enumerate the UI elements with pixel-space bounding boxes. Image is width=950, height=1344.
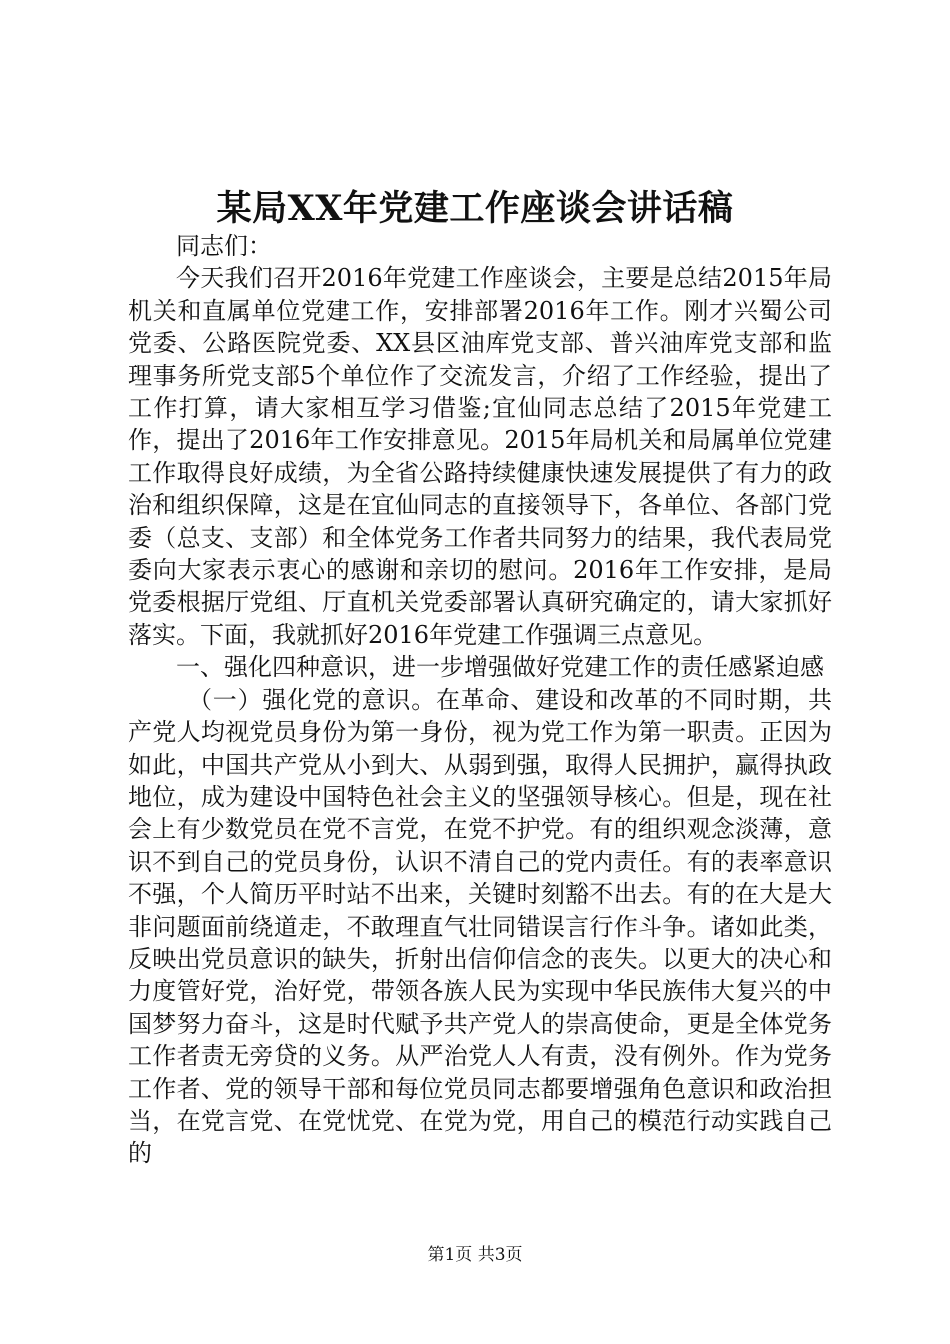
- document-title: 某局XX年党建工作座谈会讲话稿: [216, 188, 734, 229]
- greeting: 同志们：: [176, 232, 272, 260]
- paragraph-subsection-1: （一）强化党的意识。在革命、建设和改革的不同时期，共产党人均视党员身份为第一身份，视为党工作为第一职责。正因为如此，中国共产党从小到大、从弱到强，取得人民拥护，赢得执政地位，成为建设中国特色社会主义的坚强领导核心。但是，现在社会上有少数党员在党不言党，在党不护党。有的组织观念淡薄，意识不到自己的党员身份，认识不清自己的党内责任。有的表率意识不强，个人简历平时站不出来，关键时刻豁不出去。有的在大是大非问题面前绕道走，不敢理直气壮同错误言行作斗争。诸如此类，反映出党员意识的缺失，折射出信仰信念的丧失。以更大的决心和力度管好党，治好党，带领各族人民为实现中华民族伟大复兴的中国梦努力奋斗，这是时代赋予共产党人的崇高使命，更是全体党务工作者责无旁贷的义务。从严治党人人有责，没有例外。作为党务工作者、党的领导干部和每位党员同志都要增强角色意识和政治担当，在党言党、在党忧党、在党为党，用自己的模范行动实践自己的: [128, 685, 832, 1168]
- section-heading-1: 一、强化四种意识，进一步增强做好党建工作的责任感紧迫感: [176, 653, 824, 682]
- document-body: [128, 230, 832, 1170]
- page-footer: 第1页 共3页: [427, 1245, 523, 1265]
- paragraph-intro: 今天我们召开2016年党建工作座谈会，主要是总结2015年局机关和直属单位党建工作，安排部署2016年工作。刚才兴蜀公司党委、公路医院党委、XX县区油库党支部、普兴油库党支部和监理事务所党支部5个单位作了交流发言，介绍了工作经验，提出了工作打算，请大家相互学习借鉴;宜仙同志总结了2015年党建工作，提出了2016年工作安排意见。2015年局机关和局属单位党建工作取得良好成绩，为全省公路持续健康快速发展提供了有力的政治和组织保障，这是在宜仙同志的直接领导下，各单位、各部门党委（总支、支部）和全体党务工作者共同努力的结果，我代表局党委向大家表示衷心的感谢和亲切的慰问。2016年工作安排，是局党委根据厅党组、厅直机关党委部署认真研究确定的，请大家抓好落实。下面，我就抓好2016年党建工作强调三点意见。: [128, 264, 832, 649]
